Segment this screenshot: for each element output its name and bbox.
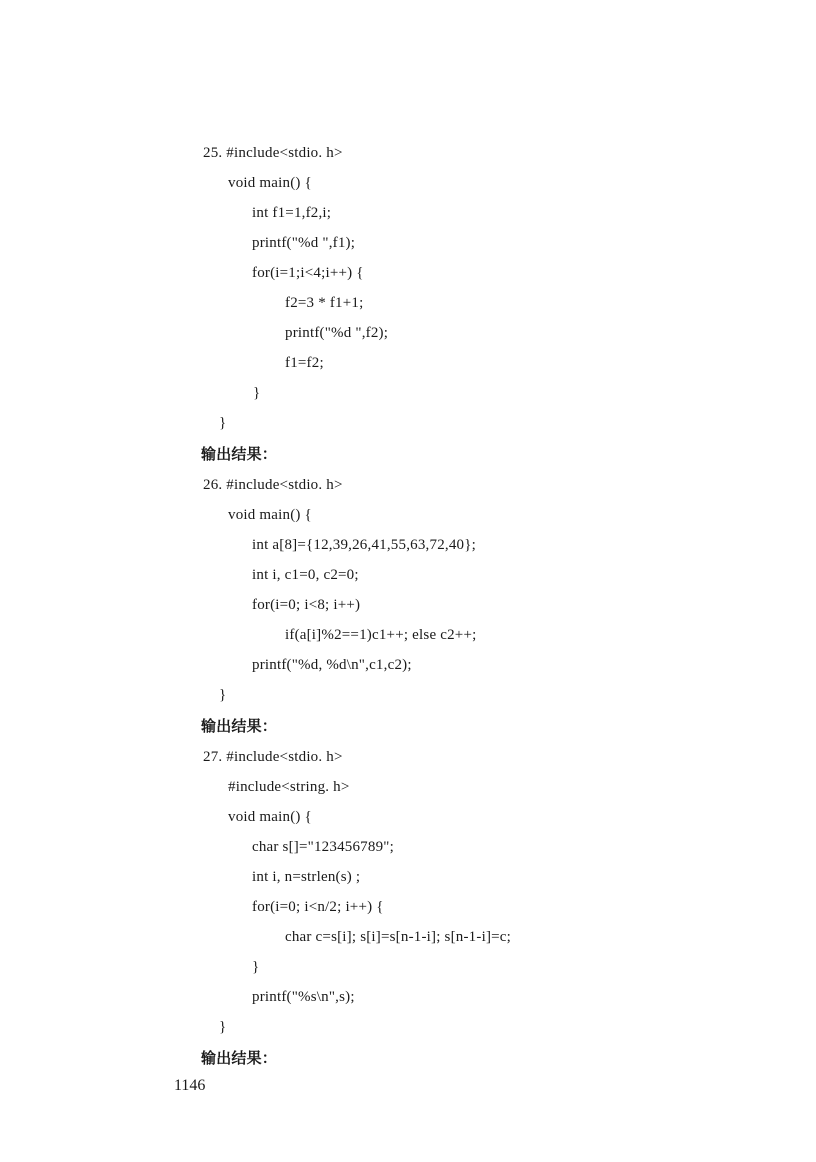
code-line: }: [253, 385, 261, 401]
code-line: int f1=1,f2,i;: [252, 205, 332, 221]
problem-25-header: 25. #include<stdio. h>: [203, 145, 343, 161]
code-line: }: [219, 1019, 227, 1035]
code-line: f1=f2;: [285, 355, 324, 371]
code-line: char s[]="123456789";: [252, 839, 394, 855]
page-number: 1146: [174, 1077, 206, 1094]
code-line: char c=s[i]; s[i]=s[n-1-i]; s[n-1-i]=c;: [285, 929, 512, 945]
code-line: for(i=0; i<n/2; i++) {: [252, 899, 384, 915]
answer-label: 输出结果：: [201, 445, 278, 463]
code-line: void main() {: [228, 809, 312, 825]
code-line: int a[8]={12,39,26,41,55,63,72,40};: [252, 537, 477, 553]
answer-label: 输出结果：: [201, 1049, 278, 1067]
code-line: void main() {: [228, 175, 312, 191]
code-line: int i, c1=0, c2=0;: [252, 567, 359, 583]
code-line: #include<string. h>: [228, 779, 350, 795]
code-line: }: [219, 687, 227, 703]
problem-27-header: 27. #include<stdio. h>: [203, 749, 343, 765]
code-line: void main() {: [228, 507, 312, 523]
code-line: int i, n=strlen(s) ;: [252, 869, 361, 885]
code-line: }: [252, 959, 260, 975]
problem-26-header: 26. #include<stdio. h>: [203, 477, 343, 493]
answer-label: 输出结果：: [201, 717, 278, 735]
code-line: for(i=1;i<4;i++) {: [252, 265, 364, 281]
code-line: printf("%d ",f1);: [252, 235, 356, 251]
code-line: printf("%d, %d\n",c1,c2);: [252, 657, 412, 673]
code-line: if(a[i]%2==1)c1++; else c2++;: [285, 627, 477, 643]
code-line: printf("%s\n",s);: [252, 989, 355, 1005]
code-line: for(i=0; i<8; i++): [252, 597, 361, 613]
code-line: f2=3 * f1+1;: [285, 295, 364, 311]
code-line: printf("%d ",f2);: [285, 325, 389, 341]
code-line: }: [219, 415, 227, 431]
